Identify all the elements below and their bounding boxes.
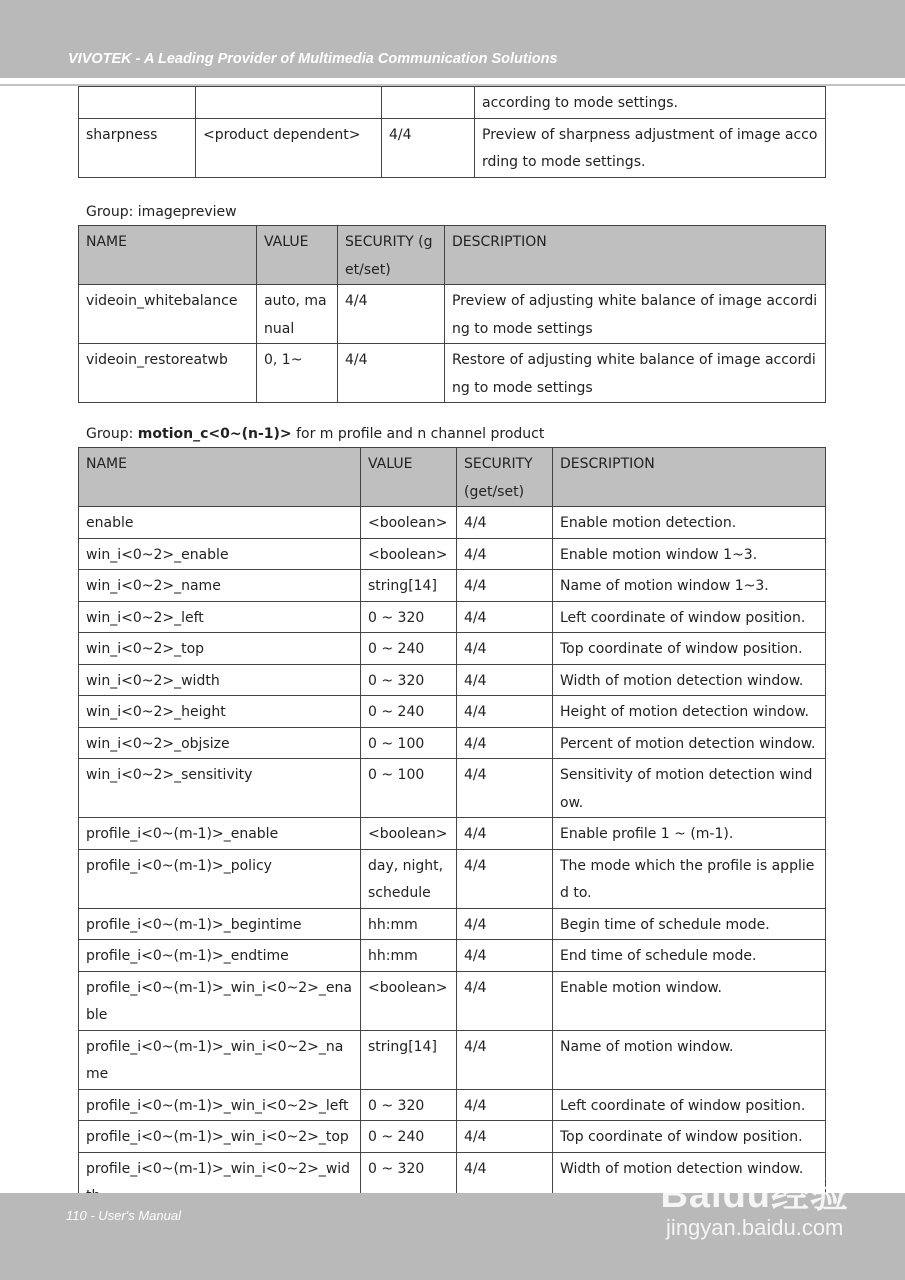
table-cell: videoin_restoreatwb	[79, 344, 257, 403]
table-cell: Sensitivity of motion detection window.	[553, 759, 826, 818]
table-cell: profile_i<0~(m-1)>_endtime	[79, 940, 361, 972]
table-cell: win_i<0~2>_top	[79, 633, 361, 665]
table-row	[79, 1030, 826, 1089]
table-cell: profile_i<0~(m-1)>_win_i<0~2>_wid	[79, 1152, 361, 1211]
table-row	[79, 908, 826, 940]
table-cell: 4/4	[382, 118, 475, 177]
table-row	[79, 971, 826, 1030]
table-cell: 4/4	[457, 570, 553, 602]
table-cell: <boolean>	[361, 538, 457, 570]
table-cell: Width of motion detection window.	[553, 1152, 826, 1211]
table-cell	[196, 87, 382, 119]
table-cell: 4/4	[338, 344, 445, 403]
table-cell: win_i<0~2>_objsize	[79, 727, 361, 759]
table-cell: profile_i<0~(m-1)>_win_i<0~2>_enable	[79, 971, 361, 1030]
table-cell: <product dependent>	[196, 118, 382, 177]
column-header: DESCRIPTION	[445, 226, 826, 285]
column-header: VALUE	[257, 226, 338, 285]
table-row	[79, 849, 826, 908]
table-row	[79, 818, 826, 850]
table-cell: 4/4	[457, 1030, 553, 1089]
table-header-row	[79, 448, 826, 507]
column-header: DESCRIPTION	[553, 448, 826, 507]
table-cell: 0 ~ 240	[361, 633, 457, 665]
table-cell: 0, 1~	[257, 344, 338, 403]
table-cell: 0 ~ 320	[361, 664, 457, 696]
table-cell: 4/4	[457, 818, 553, 850]
table-cell: win_i<0~2>_sensitivity	[79, 759, 361, 818]
table-cell: win_i<0~2>_left	[79, 601, 361, 633]
table-cell: 4/4	[457, 507, 553, 539]
table-cell: profile_i<0~(m-1)>_enable	[79, 818, 361, 850]
table-row	[79, 87, 826, 119]
table-cell: string[14]	[361, 1030, 457, 1089]
table-cell: profile_i<0~(m-1)>_begintime	[79, 908, 361, 940]
table-cell: 4/4	[457, 1121, 553, 1153]
table-cell: win_i<0~2>_name	[79, 570, 361, 602]
table-cell: Enable profile 1 ~ (m-1).	[553, 818, 826, 850]
table-cell: Percent of motion detection window.	[553, 727, 826, 759]
table-cell: Top coordinate of window position.	[553, 633, 826, 665]
table-row	[79, 285, 826, 344]
table-cell: string[14]	[361, 570, 457, 602]
table-cell: <boolean>	[361, 971, 457, 1030]
table-row	[79, 727, 826, 759]
table-cell: win_i<0~2>_enable	[79, 538, 361, 570]
column-header: NAME	[79, 226, 257, 285]
table-cell: 4/4	[457, 1089, 553, 1121]
table-row	[79, 507, 826, 539]
table-cell: 0 ~ 240	[361, 696, 457, 728]
motion-table	[78, 447, 826, 1212]
table-cell: 4/4	[457, 849, 553, 908]
table-cell: 4/4	[338, 285, 445, 344]
page-number: 110 - User's Manual	[66, 1208, 181, 1223]
table-cell: Name of motion window.	[553, 1030, 826, 1089]
table-row	[79, 538, 826, 570]
table-cell: sharpness	[79, 118, 196, 177]
table-row	[79, 118, 826, 177]
group-imagepreview-label: Group: imagepreview	[86, 204, 237, 220]
table-row	[79, 633, 826, 665]
column-header: VALUE	[361, 448, 457, 507]
table-row	[79, 940, 826, 972]
table-cell: enable	[79, 507, 361, 539]
table-cell: 4/4	[457, 727, 553, 759]
table-cell: 0 ~ 100	[361, 759, 457, 818]
table-cell: The mode which the profile is applied to.	[553, 849, 826, 908]
table-cell: Restore of adjusting white balance of image according to mode settings	[445, 344, 826, 403]
baidu-watermark	[660, 1174, 849, 1240]
table-cell: 0 ~ 320	[361, 1152, 457, 1211]
table-cell: Width of motion detection window.	[553, 664, 826, 696]
table-cell: profile_i<0~(m-1)>_win_i<0~2>_left	[79, 1089, 361, 1121]
table-cell: day, night, schedule	[361, 849, 457, 908]
watermark-url: jingyan.baidu.com	[666, 1215, 844, 1240]
table-cell: 4/4	[457, 538, 553, 570]
table-cell: 4/4	[457, 601, 553, 633]
table-cell: auto, manual	[257, 285, 338, 344]
table-header-row	[79, 226, 826, 285]
header-title: VIVOTEK - A Leading Provider of Multimedia Communication Solutions	[68, 51, 558, 67]
table-cell	[79, 87, 196, 119]
table-cell: 4/4	[457, 759, 553, 818]
table-row	[79, 759, 826, 818]
continuation-table	[78, 86, 826, 178]
group-label-name: motion_c<0~(n-1)>	[137, 426, 292, 442]
table-cell: profile_i<0~(m-1)>_win_i<0~2>_top	[79, 1121, 361, 1153]
table-cell: according to mode settings.	[475, 87, 826, 119]
table-row	[79, 696, 826, 728]
watermark-logo: Baidu经验	[660, 1174, 849, 1216]
group-motion-label	[86, 426, 544, 442]
table-cell: 0 ~ 320	[361, 601, 457, 633]
table-cell: 4/4	[457, 1152, 553, 1211]
table-cell: Begin time of schedule mode.	[553, 908, 826, 940]
table-row	[79, 1121, 826, 1153]
table-row	[79, 601, 826, 633]
table-cell: hh:mm	[361, 940, 457, 972]
imagepreview-table	[78, 225, 826, 403]
group-label-prefix: Group:	[86, 426, 138, 442]
table-cell: <boolean>	[361, 507, 457, 539]
table-cell: 4/4	[457, 908, 553, 940]
table-cell: 0 ~ 320	[361, 1089, 457, 1121]
table-cell: Top coordinate of window position.	[553, 1121, 826, 1153]
table-cell: Preview of sharpness adjustment of image according to mode settings.	[475, 118, 826, 177]
table-row	[79, 664, 826, 696]
table-cell: profile_i<0~(m-1)>_policy	[79, 849, 361, 908]
group-label-suffix: for m profile and n channel product	[291, 426, 545, 442]
table-cell: videoin_whitebalance	[79, 285, 257, 344]
table-cell: 0 ~ 240	[361, 1121, 457, 1153]
table-cell	[382, 87, 475, 119]
table-cell: hh:mm	[361, 908, 457, 940]
table-cell: Enable motion detection.	[553, 507, 826, 539]
table-cell: 4/4	[457, 664, 553, 696]
table-row	[79, 1089, 826, 1121]
table-cell: Left coordinate of window position.	[553, 601, 826, 633]
table-cell: win_i<0~2>_width	[79, 664, 361, 696]
table-row	[79, 344, 826, 403]
table-cell: 4/4	[457, 696, 553, 728]
table-cell: 4/4	[457, 633, 553, 665]
column-header: NAME	[79, 448, 361, 507]
table-cell: 4/4	[457, 971, 553, 1030]
table-cell: win_i<0~2>_height	[79, 696, 361, 728]
table-row	[79, 570, 826, 602]
table-cell: 4/4	[457, 940, 553, 972]
column-header: SECURITY (get/set)	[457, 448, 553, 507]
table-cell: 0 ~ 100	[361, 727, 457, 759]
table-cell: profile_i<0~(m-1)>_win_i<0~2>_name	[79, 1030, 361, 1089]
table-cell: Enable motion window.	[553, 971, 826, 1030]
table-cell: <boolean>	[361, 818, 457, 850]
table-cell: Preview of adjusting white balance of image according to mode settings	[445, 285, 826, 344]
table-cell: Enable motion window 1~3.	[553, 538, 826, 570]
column-header: SECURITY (get/set)	[338, 226, 445, 285]
table-cell: End time of schedule mode.	[553, 940, 826, 972]
table-cell: Height of motion detection window.	[553, 696, 826, 728]
table-cell: Left coordinate of window position.	[553, 1089, 826, 1121]
table-cell: Name of motion window 1~3.	[553, 570, 826, 602]
